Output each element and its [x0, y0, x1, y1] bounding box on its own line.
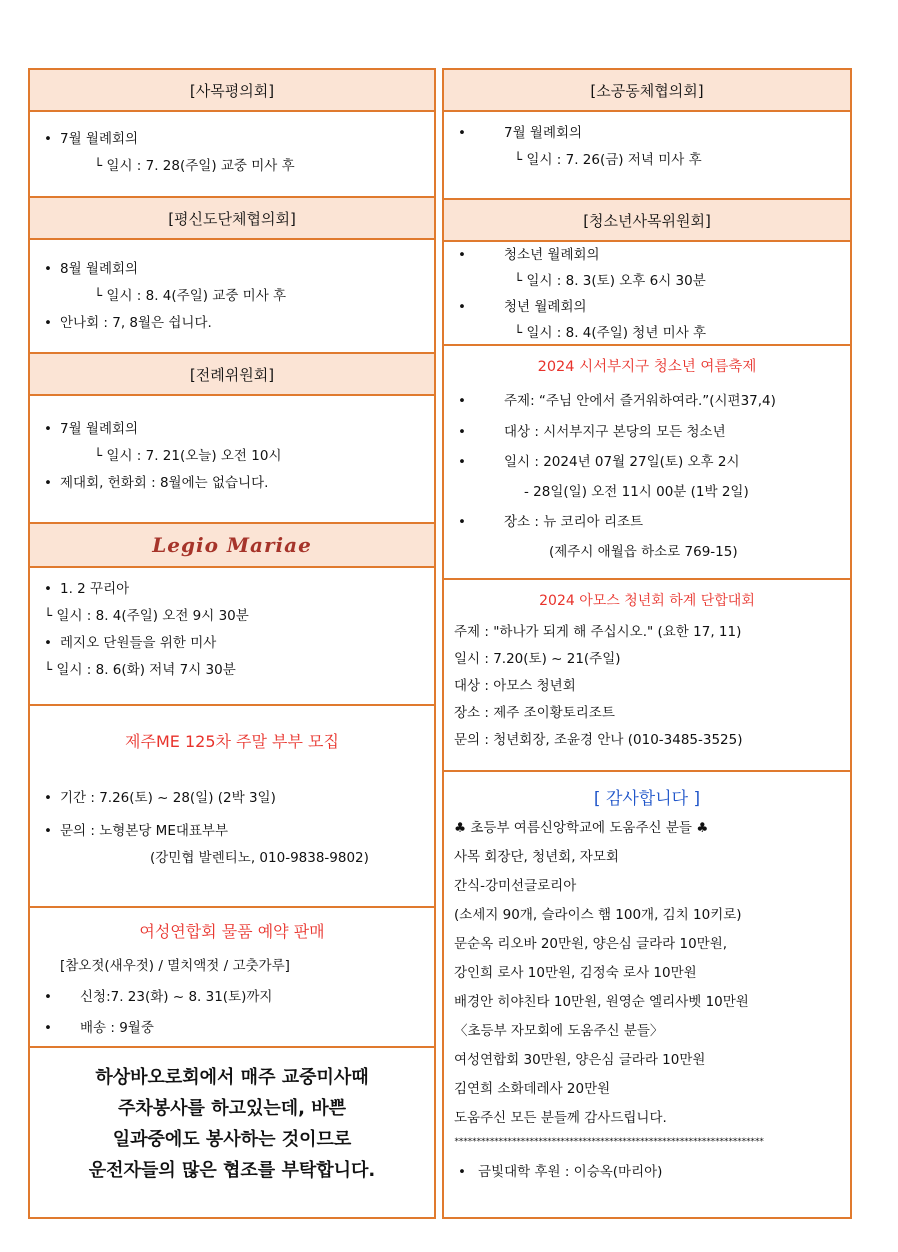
- notice-line: 일과중에도 봉사하는 것이므로: [112, 1129, 352, 1150]
- sogongdong-section: [444, 112, 850, 200]
- pyeongsin-section: [30, 240, 434, 354]
- me-title: 제주ME 125차 주말 부부 모집: [125, 732, 339, 751]
- festival-title: 2024 시서부지구 청소년 여름축제: [537, 359, 757, 375]
- list-item: • 레지오 단원들을 위한 미사: [40, 630, 424, 657]
- samok-header: [사목평의회]: [30, 70, 434, 112]
- list-item: └ 일시 : 7. 21(오늘) 오전 10시: [94, 448, 282, 464]
- list-item: 대상 : 아모스 청년회: [454, 678, 576, 694]
- list-item: • 안나회 : 7, 8월은 쉽니다.: [40, 310, 424, 337]
- thanks-title: [ 감사합니다 ]: [593, 789, 701, 809]
- list-item: ♣ 초등부 여름신앙학교에 도움주신 분들 ♣: [454, 820, 709, 836]
- women-section: [30, 908, 434, 1048]
- list-item: └ 일시 : 8. 6(화) 저녁 7시 30분: [44, 662, 236, 678]
- list-item: └ 일시 : 7. 28(주일) 교중 미사 후: [94, 158, 295, 174]
- list-item: 〈초등부 자모회에 도움주신 분들〉: [454, 1023, 664, 1039]
- list-item: 강인희 로사 10만원, 김정숙 로사 10만원: [454, 965, 697, 981]
- list-item: • 주제: “주님 안에서 즐거워하여라.”(시편37,4): [454, 385, 840, 417]
- list-item: 간식-강미선글로리아: [454, 878, 577, 894]
- list-item: • 청소년 월례회의: [454, 242, 840, 268]
- list-item: 배경안 히야친타 10만원, 원영순 엘리사벳 10만원: [454, 994, 749, 1010]
- list-item: └ 일시 : 8. 4(주일) 오전 9시 30분: [44, 608, 249, 624]
- list-item: • 제대회, 헌화회 : 8월에는 없습니다.: [40, 470, 424, 497]
- list-item: • 신청:7. 23(화) ~ 8. 31(토)까지: [40, 984, 424, 1011]
- list-item: • 7월 월례회의: [40, 416, 424, 443]
- thanks-section: [444, 772, 850, 1187]
- me-section: [30, 706, 434, 908]
- list-item: • 8월 월례회의: [40, 256, 424, 283]
- list-item: • 장소 : 뉴 코리아 리조트: [454, 507, 840, 537]
- list-item: (강민협 발렌티노, 010-9838-9802): [150, 850, 369, 866]
- list-item: 김연희 소화데레사 20만원: [454, 1081, 611, 1097]
- list-item: • 금빛대학 후원 : 이승옥(마리아): [454, 1157, 840, 1187]
- notice-line: 하상바오로회에서 매주 교중미사때: [95, 1067, 369, 1088]
- list-item: • 배송 : 9월중: [40, 1015, 424, 1042]
- list-item: • 7월 월례회의: [454, 120, 840, 147]
- list-item: └ 일시 : 8. 4(주일) 청년 미사 후: [514, 325, 707, 341]
- list-item: • 청년 월례회의: [454, 294, 840, 320]
- list-item: 장소 : 제주 조이황토리조트: [454, 705, 615, 721]
- legio-section: [30, 568, 434, 706]
- youth-header: [청소년사목위원회]: [444, 200, 850, 242]
- list-item: • 문의 : 노형본당 ME대표부부: [40, 818, 424, 845]
- list-item: 문순옥 리오바 20만원, 양은심 글라라 10만원,: [454, 936, 728, 952]
- list-item: (제주시 애월읍 하소로 769-15): [549, 544, 738, 560]
- women-title: 여성연합회 물품 예약 판매: [139, 922, 325, 941]
- list-item: 문의 : 청년회장, 조윤경 안나 (010-3485-3525): [454, 732, 743, 748]
- list-item: • 대상 : 시서부지구 본당의 모든 청소년: [454, 417, 840, 447]
- left-column: [28, 68, 436, 1219]
- jeonrye-section: [30, 396, 434, 524]
- parking-notice: [30, 1048, 434, 1186]
- list-item: - 28일(일) 오전 11시 00분 (1박 2일): [524, 484, 749, 500]
- list-item: • 일시 : 2024년 07월 27일(토) 오후 2시: [454, 447, 840, 477]
- right-column: [442, 68, 852, 1219]
- list-item: 일시 : 7.20(토) ~ 21(주일): [454, 651, 621, 667]
- list-item: (소세지 90개, 슬라이스 햄 100개, 김치 10키로): [454, 907, 742, 923]
- pyeongsin-header: [평신도단체협의회]: [30, 198, 434, 240]
- list-item: 사목 회장단, 청년회, 자모회: [454, 849, 619, 865]
- list-item: └ 일시 : 8. 3(토) 오후 6시 30분: [514, 273, 706, 289]
- list-item: 여성연합회 30만원, 양은심 글라라 10만원: [454, 1052, 706, 1068]
- legio-header: Legio Mariae: [30, 524, 434, 568]
- samok-section: [30, 112, 434, 198]
- list-item: • 1. 2 꾸리아: [40, 576, 424, 603]
- list-item: └ 일시 : 7. 26(금) 저녁 미사 후: [514, 152, 702, 168]
- jeonrye-header: [전례위원회]: [30, 354, 434, 396]
- notice-line: 운전자들의 많은 협조를 부탁합니다.: [88, 1160, 376, 1181]
- notice-line: 주차봉사를 하고있는데, 바쁜: [117, 1098, 347, 1119]
- youth-section: [444, 242, 850, 346]
- list-item: 도움주신 모든 분들께 감사드립니다.: [454, 1110, 667, 1126]
- sogongdong-header: [소공동체협의회]: [444, 70, 850, 112]
- festival-section: [444, 346, 850, 580]
- separator: **********************************************************************: [454, 1137, 764, 1147]
- amos-section: [444, 580, 850, 772]
- list-item: • 기간 : 7.26(토) ~ 28(일) (2박 3일): [40, 785, 424, 812]
- list-item: 주제 : "하나가 되게 해 주십시오." (요한 17, 11): [454, 624, 742, 640]
- list-item: [참오젓(새우젓) / 멸치액젓 / 고춧가루]: [60, 958, 290, 974]
- list-item: └ 일시 : 8. 4(주일) 교중 미사 후: [94, 288, 287, 304]
- amos-title: 2024 아모스 청년회 하계 단합대회: [539, 593, 755, 609]
- list-item: • 7월 월례회의: [40, 126, 424, 153]
